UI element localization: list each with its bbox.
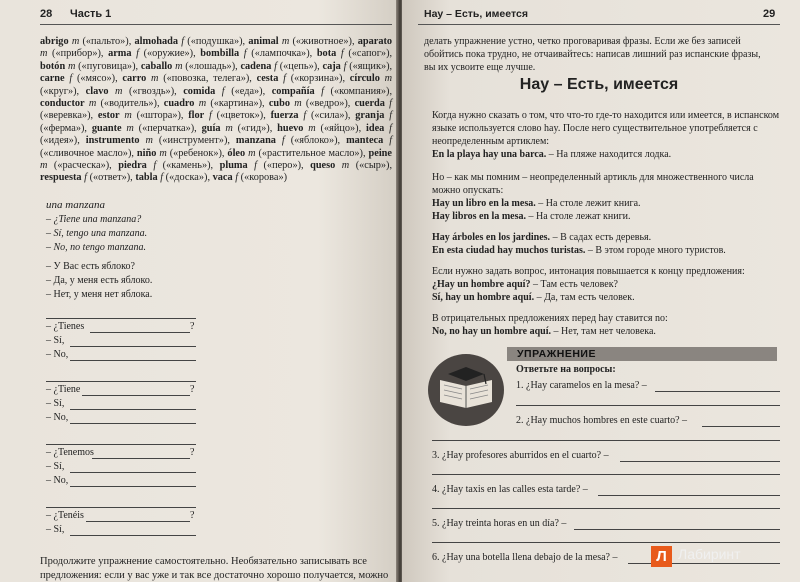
vocab-entry: instrumento m («инструмент»), <box>85 135 230 147</box>
question-text: 3. ¿Hay profesores aburridos en el cuarto? – <box>432 450 609 461</box>
left-page <box>0 0 398 582</box>
answer-line[interactable] <box>516 405 780 406</box>
intro-line: обойтись пока трудно, не отчаивайтесь: написав лишний раз испанские фразы, <box>424 49 761 60</box>
answer-line[interactable] <box>46 444 196 445</box>
example-ru: – В садах есть деревья. <box>550 232 652 243</box>
drill-yes: – Sí, <box>46 524 65 535</box>
answer-line[interactable] <box>92 458 190 459</box>
answer-line[interactable] <box>90 332 190 333</box>
example-line <box>432 211 631 224</box>
vocab-entry: guante m («перчатка»), <box>91 122 197 134</box>
drill-yes: – Sí, <box>46 398 65 409</box>
example-es: En esta ciudad hay muchos turistas. <box>432 245 586 256</box>
vocab-entry: huevo m («яйцо»), <box>277 122 362 134</box>
drill-question: – ¿Tiene <box>46 384 81 395</box>
drill-question-mark: ? <box>190 510 195 521</box>
vocab-entry: manzana f («яблоко»), <box>235 135 341 147</box>
vocab-entry: estor m («штора»), <box>97 110 184 122</box>
example-es: Sí, hay un hombre aquí. <box>432 292 535 303</box>
vocab-entry: tabla f («доска»), <box>135 172 211 184</box>
example-line <box>432 245 726 258</box>
example-es-line: – Sí, tengo una manzana. <box>46 228 148 239</box>
vocab-entry: cubo m («ведро»), <box>268 98 351 110</box>
header-rule <box>418 24 780 25</box>
drill-yes: – Sí, <box>46 461 65 472</box>
answer-line[interactable] <box>86 521 190 522</box>
question-text: 5. ¿Hay treinta horas en un día? – <box>432 518 567 529</box>
vocab-entry: cuadro m («картина»), <box>163 98 265 110</box>
example-ru: – В этом городе много туристов. <box>585 245 726 256</box>
vocab-entry: conductor m («водитель»), <box>40 98 160 110</box>
vocab-entry: círculo m («круг»), <box>40 73 393 97</box>
intro-line: вы их усвоите еще лучше. <box>424 62 536 73</box>
vocab-entry: cadena f («цепь»), <box>240 60 320 72</box>
page-number-right: 29 <box>763 8 776 20</box>
intro-line: делать упражнение устно, четко проговаривая фразы. Если же без записей <box>424 36 741 47</box>
answer-line[interactable] <box>82 395 190 396</box>
paragraph-line: можно опускать: <box>432 185 504 196</box>
example-es: Hay un libro en la mesa. <box>432 198 536 209</box>
example-es-line: – ¿Tiene una manzana? <box>46 214 142 225</box>
example-ru-line: – Нет, у меня нет яблока. <box>46 289 153 300</box>
running-head: Hay – Есть, имеется <box>424 8 528 20</box>
vocab-entry: niño m («ребенок»), <box>136 147 225 159</box>
answer-line[interactable] <box>655 391 780 392</box>
example-es: Hay árboles en los jardines. <box>432 232 551 243</box>
vocab-entry: animal m («животное»), <box>248 36 355 47</box>
question-text: 1. ¿Hay caramelos en la mesa? – <box>516 380 647 391</box>
drill-question: – ¿Tenéis <box>46 510 84 521</box>
answer-line[interactable] <box>70 472 196 473</box>
example-ru: – Там есть человек? <box>530 279 618 290</box>
vocab-entry: manteca f («сливочное масло»), <box>40 135 393 159</box>
example-line <box>432 198 641 211</box>
section-title: Hay – Есть, имеется <box>519 76 679 93</box>
exercise-instruction: Ответьте на вопросы: <box>516 364 616 375</box>
paragraph-line: Но – как мы помним – неопределенный артикль для множественного числа <box>432 172 754 183</box>
vocab-entry: comida f («еда»), <box>183 85 266 97</box>
drill-question: – ¿Tienes <box>46 321 85 332</box>
book-icon <box>426 352 506 428</box>
example-line <box>432 232 651 245</box>
paragraph-line: Когда нужно сказать о том, что что-то где-то находится или имеется, в испанском <box>432 110 780 121</box>
answer-line[interactable] <box>432 542 780 543</box>
example-es: No, no hay un hombre aquí. <box>432 326 552 337</box>
question-text: 2. ¿Hay muchos hombres en este cuarto? – <box>516 415 688 426</box>
header-rule <box>40 24 392 25</box>
vocab-entry: cesta f («корзина»), <box>256 73 346 85</box>
example-es: En la playa hay una barca. <box>432 149 547 160</box>
footer-text: Продолжите упражнение самостоятельно. Необязательно записывать все <box>40 556 367 567</box>
paragraph-line: В отрицательных предложениях перед hay ставится no: <box>432 313 668 324</box>
vocab-entry: carro m («повозка, телега»), <box>122 73 252 85</box>
question-text: 6. ¿Hay una botella llena debajo de la mesa? – <box>432 552 618 563</box>
vocab-entry: bombilla f («лампочка»), <box>200 48 313 60</box>
vocab-entry: pluma f («перо»), <box>219 160 304 172</box>
example-ru: – На столе лежит книга. <box>535 198 641 209</box>
example-word: una manzana <box>46 199 105 211</box>
example-ru-line: – Да, у меня есть яблоко. <box>46 275 153 286</box>
example-line <box>432 149 671 162</box>
answer-line[interactable] <box>432 508 780 509</box>
answer-line[interactable] <box>70 535 196 536</box>
example-line <box>432 279 618 292</box>
example-ru: – На столе лежат книги. <box>525 211 631 222</box>
answer-line[interactable] <box>574 529 780 530</box>
example-line <box>432 326 656 339</box>
vocab-entry: caja f («ящик»), <box>322 60 393 72</box>
drill-no: – No, <box>46 349 69 360</box>
example-ru: – На пляже находится лодка. <box>546 149 672 160</box>
answer-line[interactable] <box>620 461 780 462</box>
answer-line[interactable] <box>46 381 196 382</box>
question-text: 4. ¿Hay taxis en las calles esta tarde? – <box>432 484 588 495</box>
vocab-entry: botón m («пуговица»), <box>40 60 139 72</box>
example-es: ¿Hay un hombre aquí? <box>432 279 531 290</box>
answer-line[interactable] <box>46 507 196 508</box>
answer-line[interactable] <box>70 423 196 424</box>
example-es-line: – No, no tengo manzana. <box>46 242 146 253</box>
drill-no: – No, <box>46 412 69 423</box>
answer-line[interactable] <box>432 440 780 441</box>
section-label: Часть 1 <box>70 8 112 20</box>
vocab-entry: queso m («сыр»), <box>310 160 393 172</box>
answer-line[interactable] <box>432 474 780 475</box>
example-ru-line: – У Вас есть яблоко? <box>46 261 135 272</box>
answer-line[interactable] <box>70 409 196 410</box>
drill-question-mark: ? <box>190 321 195 332</box>
answer-line[interactable] <box>70 486 196 487</box>
drill-yes: – Sí, <box>46 335 65 346</box>
example-ru: – Да, там есть человек. <box>534 292 635 303</box>
vocab-entry: granja f («ферма»), <box>40 110 393 134</box>
vocab-entry: abrigo m («пальто»), <box>40 36 132 47</box>
answer-line[interactable] <box>70 360 196 361</box>
paragraph-line: неопределенным артиклем: <box>432 136 550 147</box>
vocab-entry: flor f («цветок»), <box>188 110 266 122</box>
answer-line[interactable] <box>46 318 196 319</box>
vocab-entry: bota f («сапог»), <box>316 48 393 60</box>
example-ru: – Нет, там нет человека. <box>551 326 656 337</box>
vocab-entry: peine m («расческа»), <box>40 147 392 172</box>
answer-line[interactable] <box>702 426 780 427</box>
vocab-entry: aparato m («прибор»), <box>40 36 393 60</box>
paragraph-line: языке используется слово hay. После него существительное употребляется с <box>432 123 758 134</box>
vocab-entry: idea f («идея»), <box>40 122 393 147</box>
vocab-entry: óleo m («растительное масло»), <box>227 147 366 159</box>
example-line <box>432 292 635 305</box>
watermark-text: Лабиринт <box>678 546 741 562</box>
vocab-entry: guía m («гид»), <box>201 122 273 134</box>
vocab-entry: compañía f («компания»), <box>271 85 393 97</box>
vocab-entry: almohada f («подушка»), <box>134 36 246 47</box>
vocab-entry: arma f («оружие»), <box>108 48 196 60</box>
exercise-label: УПРАЖНЕНИЕ <box>517 348 596 360</box>
vocab-entry: respuesta f («ответ»), <box>40 172 133 184</box>
vocabulary-list <box>40 36 392 185</box>
drill-question: – ¿Tenemos <box>46 447 94 458</box>
vocab-entry: cuerda f («веревка»), <box>40 98 393 122</box>
drill-no: – No, <box>46 475 69 486</box>
vocab-entry: clavo m («гвоздь»), <box>85 85 177 97</box>
vocab-entry: carne f («мясо»), <box>40 73 118 85</box>
vocab-entry: piedra f («камень»), <box>118 160 214 172</box>
watermark-logo-icon: Л <box>651 546 672 567</box>
paragraph-line: Если нужно задать вопрос, интонация повышается к концу предложения: <box>432 266 745 277</box>
drill-question-mark: ? <box>190 384 195 395</box>
vocab-entry: vaca f («корова») <box>212 172 288 184</box>
page-number-left: 28 <box>40 8 53 20</box>
vocab-entry: caballo m («лошадь»), <box>140 60 238 72</box>
answer-line[interactable] <box>70 346 196 347</box>
answer-line[interactable] <box>598 495 780 496</box>
example-es: Hay libros en la mesa. <box>432 211 526 222</box>
vocab-entry: fuerza f («сила»), <box>270 110 351 122</box>
drill-question-mark: ? <box>190 447 195 458</box>
footer-text: предложения: если у вас уже и так все достаточно хорошо получается, можно <box>40 570 389 581</box>
